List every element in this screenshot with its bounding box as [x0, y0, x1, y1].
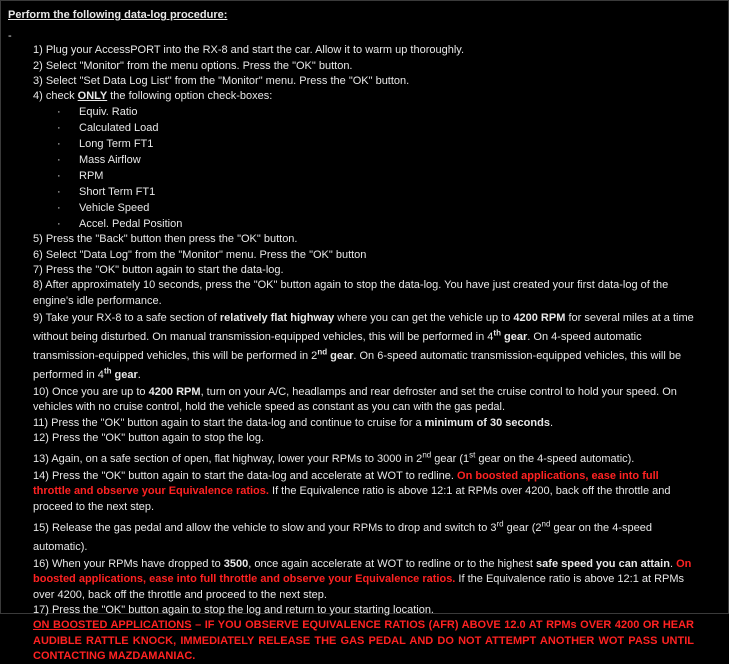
option-label: Accel. Pedal Position	[79, 218, 183, 231]
ordinal-suffix: nd	[317, 347, 328, 357]
option-item	[33, 184, 694, 200]
step-14-warning: On boosted applications, ease into full throttle and observe your Equivalence ratios.	[33, 470, 659, 498]
step-15-text: 15) Release the gas pedal and allow the vehicle to slow and your RPMs to drop and switch to 3	[33, 522, 497, 535]
step-9-rpm: 4200 RPM	[513, 311, 566, 324]
step-17: 17) Press the "OK" button again to stop the log and return to your starting location.	[33, 603, 434, 616]
ordinal-suffix: th	[103, 366, 112, 376]
step-16-text: If the Equivalence ratio is above 12:1 at RPMs over 4200, back off the throttle and proceed to the next step.	[33, 573, 685, 601]
step-12: 12) Press the "OK" button again to stop the log.	[33, 431, 265, 444]
option-item	[33, 168, 694, 184]
ordinal-suffix: nd	[422, 450, 432, 460]
page-title: Perform the following data-log procedure:	[8, 9, 228, 21]
step-9-text: . On 6-speed automatic transmission-equipped vehicles, this will be performed in 4	[33, 349, 682, 381]
option-label: RPM	[79, 170, 104, 183]
step-10-text: , turn on your A/C, headlamps and rear defroster and set the cruise control to hold your speed. On vehicles with no cruise control, hold the vehicle speed as constant as you can with the gas pedal.	[33, 385, 677, 414]
option-item	[33, 152, 694, 168]
bullet-icon: ·	[57, 138, 61, 151]
step-10-rpm: 4200 RPM	[148, 385, 201, 398]
step-9	[33, 309, 694, 385]
bullet-icon: ·	[57, 122, 61, 135]
step-13	[33, 450, 694, 469]
boosted-warning-heading: ON BOOSTED APPLICATIONS	[33, 619, 192, 632]
step-6: 6) Select "Data Log" from the "Monitor" menu. Press the "OK" button	[33, 248, 367, 261]
step-16-text: , once again accelerate at WOT to redline or to the highest	[248, 558, 537, 571]
step-9-text: 9) Take your RX-8 to a safe section of	[33, 311, 220, 324]
step-14-text: 14) Press the "OK" button again to start the data-log and accelerate at WOT to redline.	[33, 470, 458, 483]
option-item	[33, 120, 694, 136]
option-item	[33, 200, 694, 216]
option-item	[33, 104, 694, 120]
ordinal-suffix: th	[493, 328, 501, 338]
step-16-safe-speed: safe speed you can attain	[536, 558, 670, 571]
step-16-text: .	[669, 558, 677, 571]
step-11-text: .	[549, 416, 553, 429]
step-9-text: . On 4-speed automatic transmission-equipped vehicles, this will be performed in 2	[33, 330, 642, 362]
step-2: 2) Select "Monitor" from the menu options. Press the "OK" button.	[33, 59, 353, 72]
step-16-rpm: 3500	[223, 558, 249, 571]
step-15-text: gear (2	[503, 522, 542, 535]
step-9-text: where you can get the vehicle up to	[334, 311, 514, 324]
step-11-text: 11) Press the "OK" button again to start the data-log and continue to cruise for a	[33, 416, 425, 429]
option-item	[33, 216, 694, 232]
option-label: Vehicle Speed	[79, 202, 150, 215]
step-16	[33, 557, 694, 603]
step-15	[33, 519, 694, 557]
step-1: 1) Plug your AccessPORT into the RX-8 and start the car. Allow it to warm up thoroughly.	[33, 44, 465, 57]
step-9-text: .	[137, 368, 141, 381]
step-4-text: 4) check	[33, 90, 78, 103]
bullet-icon: ·	[57, 202, 61, 215]
step-8: 8) After approximately 10 seconds, press the "OK" button again to stop the data-log. You have just created your first data-log of the engine's idle performance.	[33, 279, 669, 307]
bullet-icon: ·	[57, 186, 61, 199]
step-5: 5) Press the "Back" button then press the "OK" button.	[33, 233, 298, 246]
step-4	[33, 89, 694, 104]
step-11-minimum: minimum of 30 seconds	[424, 416, 550, 429]
step-13-text: 13) Again, on a safe section of open, flat highway, lower your RPMs to 3000 in 2	[33, 453, 423, 466]
boosted-warning-text: – IF YOU OBSERVE EQUIVALENCE RATIOS (AFR) ABOVE 12.0 AT RPMs OVER 4200 OR HEAR AUDIBLE RATTLE KNOCK, IMMEDIATELY RELEASE THE GAS PEDAL AND DO NOT ATTEMPT ANOTHER WOT PASS UNTIL CONTACTING MAZDAMANIAC.	[33, 619, 694, 662]
step-4-text-end: the following option check-boxes:	[107, 90, 273, 103]
step-4-only: ONLY	[77, 90, 108, 103]
ordinal-suffix: st	[469, 450, 476, 460]
option-item	[33, 136, 694, 152]
dash-marker: -	[8, 30, 12, 43]
step-11	[33, 416, 694, 431]
ordinal-suffix: rd	[496, 519, 504, 529]
step-3: 3) Select "Set Data Log List" from the "Monitor" menu. Press the "OK" button.	[33, 74, 410, 87]
bullet-icon: ·	[57, 154, 61, 167]
option-list	[33, 104, 694, 232]
option-label: Short Term FT1	[79, 186, 156, 199]
boosted-warning	[33, 618, 694, 664]
bullet-icon: ·	[57, 106, 61, 119]
step-14	[33, 469, 694, 515]
step-16-warning: On boosted applications, ease into full throttle and observe your Equivalence ratios.	[33, 558, 692, 586]
document-body	[8, 8, 694, 664]
step-14-text: If the Equivalence ratio is above 12:1 at RPMs over 4200, back off the throttle and proceed to the next step.	[33, 485, 671, 513]
option-label: Equiv. Ratio	[79, 106, 138, 119]
step-10	[33, 385, 694, 416]
option-label: Mass Airflow	[79, 154, 141, 167]
step-9-text: for several miles at a time without being disturbed. On manual transmission-equipped vehicles, this will be performed in 4	[33, 311, 694, 343]
step-15-text: gear on the 4-speed automatic).	[33, 522, 652, 554]
step-13-text: gear on the 4-speed automatic).	[475, 453, 635, 466]
bullet-icon: ·	[57, 170, 61, 183]
step-13-text: gear (1	[431, 453, 470, 466]
option-label: Calculated Load	[79, 122, 159, 135]
step-7: 7) Press the "OK" button again to start the data-log.	[33, 264, 284, 277]
ordinal-suffix: nd	[541, 519, 551, 529]
bullet-icon: ·	[57, 218, 61, 231]
step-9-highway: relatively flat highway	[219, 311, 335, 324]
option-label: Long Term FT1	[79, 138, 154, 151]
step-16-text: 16) When your RPMs have dropped to	[33, 558, 224, 571]
step-9-gear: gear	[111, 368, 138, 381]
step-9-gear: gear	[327, 349, 354, 362]
step-9-gear: gear	[500, 330, 528, 343]
steps-list	[8, 43, 694, 664]
step-10-text: 10) Once you are up to	[33, 385, 149, 398]
